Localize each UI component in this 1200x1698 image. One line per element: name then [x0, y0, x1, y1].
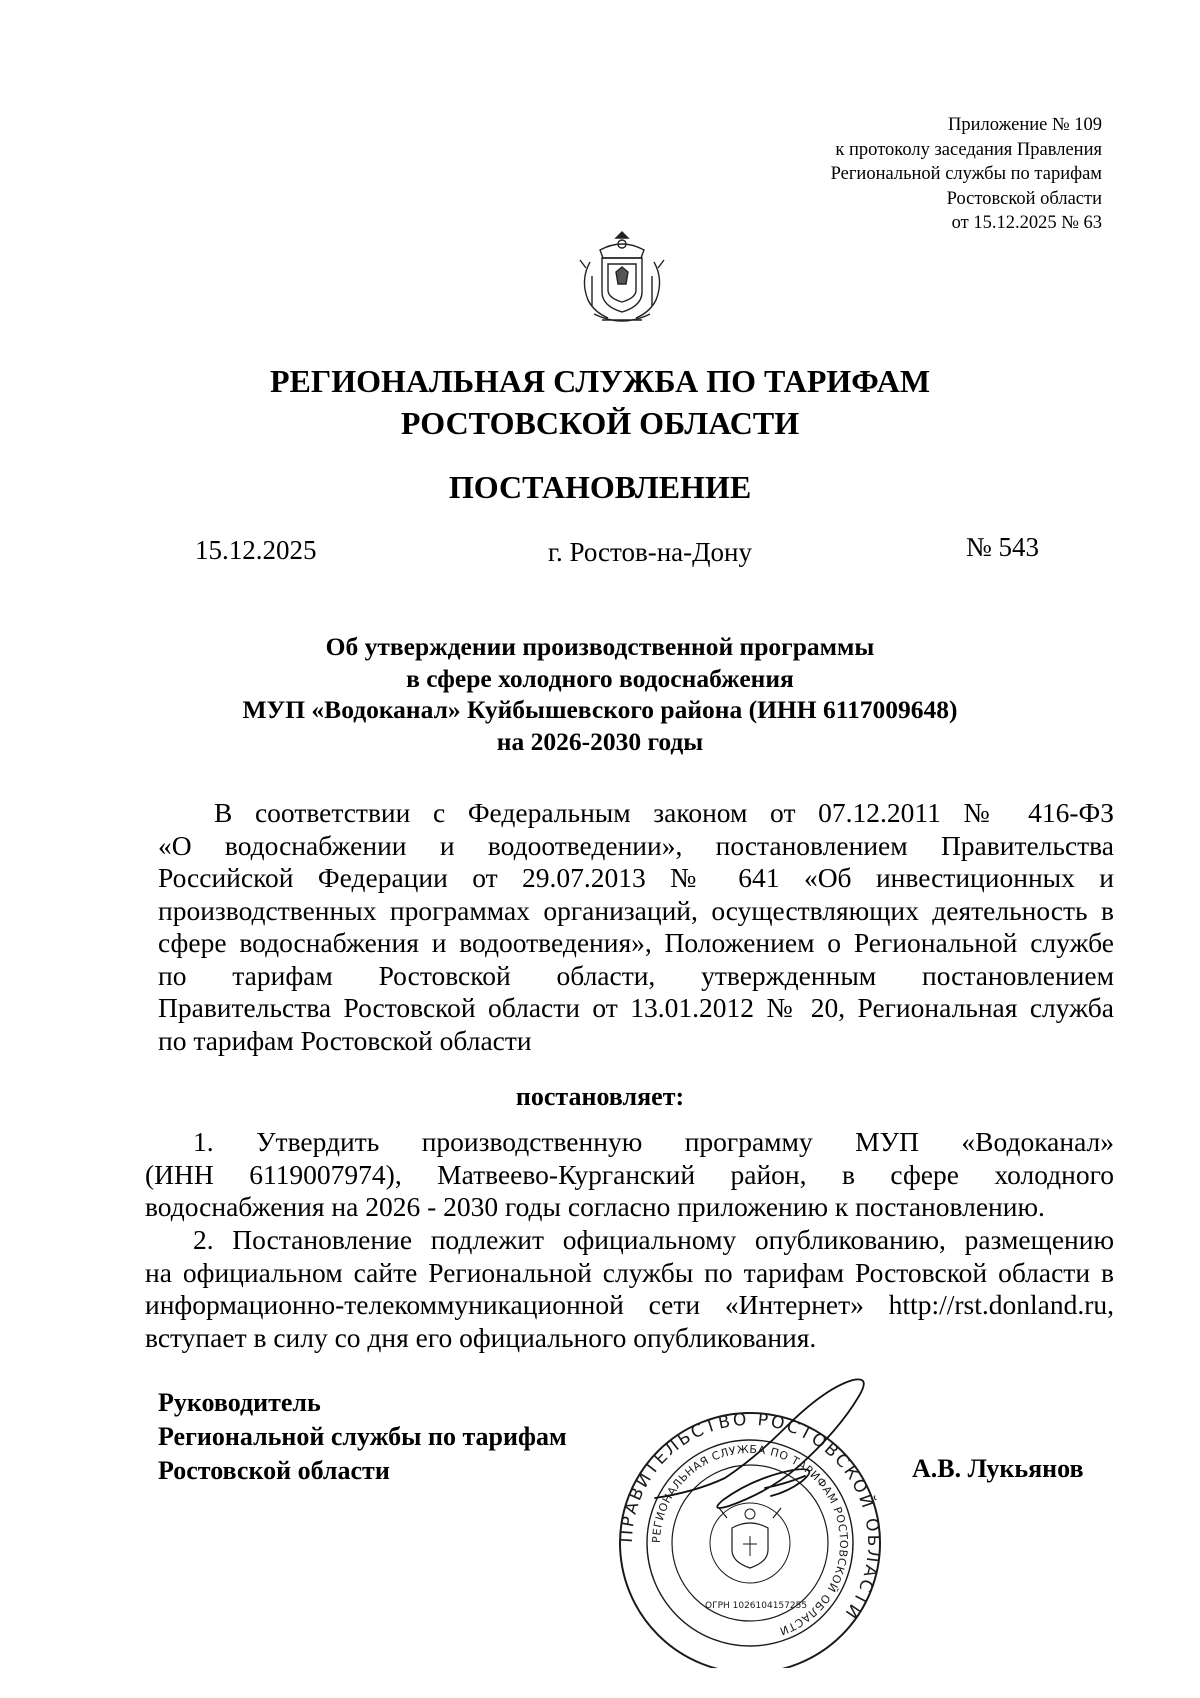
item-1-paragraph: [145, 1126, 1114, 1224]
paragraph-line: на официальном сайте Региональной службы по тарифам Ростовской области в: [145, 1256, 1114, 1288]
paragraph-line: 1. Утвердить производственную программу МУП «Водоканал»: [193, 1126, 1114, 1157]
title-line: Об утверждении производственной программы: [325, 632, 875, 661]
paragraph-line: 2. Постановление подлежит официальному опубликованию, размещению: [193, 1224, 1114, 1255]
paragraph-line: по тарифам Ростовской области: [158, 1024, 532, 1056]
paragraph-line: (ИНН 6119007974), Матвеево-Курганский район, в сфере холодного: [145, 1158, 1114, 1190]
signer-position-line: Региональной службы по тарифам: [158, 1422, 567, 1451]
preamble-paragraph: [158, 797, 1114, 1057]
stamp-inner-text: РЕГИОНАЛЬНАЯ СЛУЖБА ПО ТАРИФАМ РОСТОВСКОЙ ОБЛАСТИ: [649, 1442, 851, 1638]
paragraph-line: Правительства Ростовской области от 13.01.2012 № 20, Региональная служба: [158, 992, 1114, 1023]
title-line: на 2026-2030 годы: [496, 726, 704, 756]
document-date: 15.12.2025: [195, 535, 317, 565]
paragraph-line: по тарифам Ростовской области, утвержденным постановлением: [158, 959, 1114, 991]
paragraph-line: сфере водоснабжения и водоотведения», Положением о Региональной службе: [158, 927, 1114, 958]
organization-name-line: РЕГИОНАЛЬНАЯ СЛУЖБА ПО ТАРИФАМ: [269, 363, 931, 399]
document-type: ПОСТАНОВЛЕНИЕ: [448, 469, 752, 505]
signer-position-line: Ростовской области: [158, 1456, 390, 1485]
annex-line: от 15.12.2025 № 63: [951, 213, 1102, 233]
annex-line: Приложение № 109: [948, 115, 1102, 135]
paragraph-line: вступает в силу со дня его официального опубликования.: [145, 1321, 817, 1353]
signer-position-line: Руководитель: [158, 1388, 321, 1417]
document-number: № 543: [966, 532, 1040, 562]
stamp-outer-text: ПРАВИТЕЛЬСТВО РОСТОВСКОЙ ОБЛАСТИ: [616, 1409, 884, 1624]
paragraph-line: водоснабжения на 2026 - 2030 годы согласно приложению к постановлению.: [145, 1191, 1045, 1222]
title-line: в сфере холодного водоснабжения: [406, 663, 794, 693]
signer-position: [158, 1386, 567, 1488]
title-line: МУП «Водоканал» Куйбышевского района (ИНН 6117009648): [242, 695, 958, 724]
organization-name-line: РОСТОВСКОЙ ОБЛАСТИ: [400, 405, 800, 441]
paragraph-line: производственных программах организаций, осуществляющих деятельность в: [158, 894, 1114, 926]
paragraph-line: Российской Федерации от 29.07.2013 № 641 «Об инвестиционных и: [158, 862, 1114, 893]
annex-line: Ростовской области: [946, 188, 1102, 209]
coat-of-arms-icon: [572, 228, 672, 334]
paragraph-line: информационно-телекоммуникационной сети «Интернет» http://rst.donland.ru,: [145, 1289, 1114, 1320]
signer-name: А.В. Лукьянов: [912, 1454, 1084, 1483]
official-stamp: [615, 1368, 885, 1668]
document-city: г. Ростов-на-Дону: [548, 537, 753, 567]
item-2-paragraph: [145, 1224, 1114, 1354]
stamp-ogrn-text: ОГРН 1026104157255: [705, 1601, 808, 1611]
annex-line: к протоколу заседания Правления: [835, 139, 1102, 160]
document-title: [0, 631, 1200, 757]
paragraph-line: «О водоснабжении и водоотведении», постановлением Правительства: [158, 829, 1114, 861]
organization-name: [0, 360, 1200, 444]
decree-word: постановляет:: [515, 1082, 685, 1111]
annex-reference: [831, 113, 1102, 236]
annex-line: Региональной службы по тарифам: [830, 164, 1102, 184]
paragraph-line: В соответствии с Федеральным законом от 07.12.2011 № 416-ФЗ: [214, 797, 1114, 828]
